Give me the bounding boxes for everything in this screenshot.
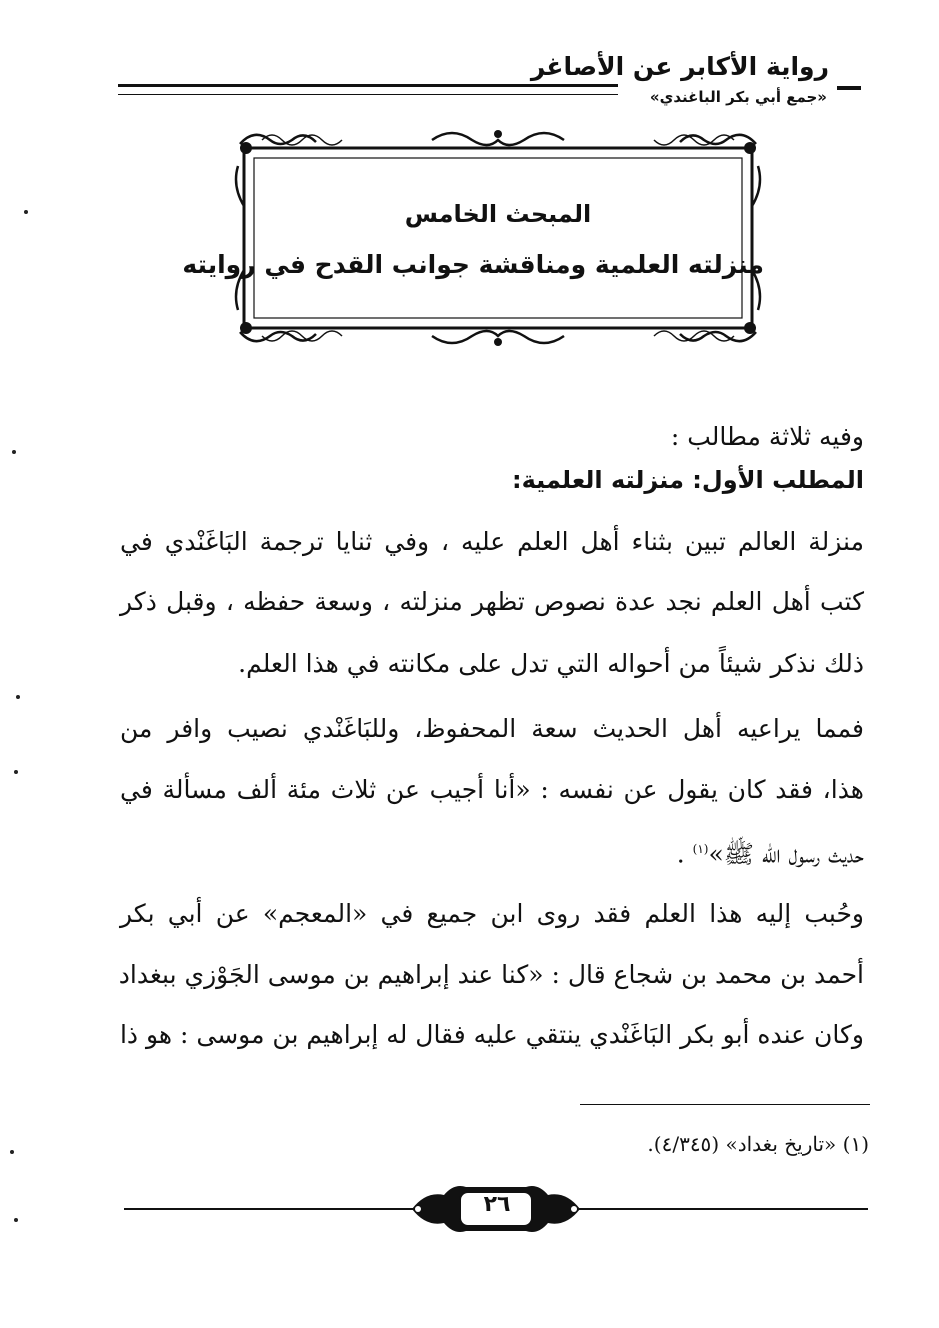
footnote-rule [580, 1104, 870, 1105]
margin-mark [16, 695, 20, 699]
body-line-7: هذا، فقد كان يقول عن نفسه : «أنا أجيب عن ثلاث مئة ألف مسألة في [120, 775, 864, 804]
body-line-11: وكان عنده أبو بكر البَاغَنْدي ينتقي عليه فقال له إبراهيم بن موسى : هو ذا [119, 1020, 864, 1049]
footnote: (١) «تاريخ بغداد» (٤/٣٤٥). [647, 1132, 869, 1156]
running-header-title: رواية الأكابر عن الأصاغر [530, 52, 829, 81]
body-line-10: أحمد بن محمد بن شجاع قال : «كنا عند إبراهيم بن موسى الجَوْزي ببغداد [118, 960, 864, 989]
body-line-9: وحُبب إليه هذا العلم فقد روى ابن جميع في «المعجم» عن أبي بكر [120, 899, 864, 928]
page-number: ٢٦ [483, 1192, 511, 1217]
body-line-1: وفيه ثلاثة مطالب : [670, 422, 864, 451]
margin-mark [14, 1218, 18, 1222]
body-line-6: فمما يراعيه أهل الحديث سعة المحفوظ، وللبَاغَنْدي نصيب وافر من [120, 714, 864, 743]
header-rule [118, 84, 618, 95]
chapter-title: المبحث الخامس [404, 200, 592, 228]
margin-mark [14, 770, 18, 774]
body-line-8-end: . [676, 839, 693, 869]
margin-mark [24, 210, 28, 214]
chapter-subtitle: منزلته العلمية ومناقشة جوانب القدح في روايته [182, 250, 764, 279]
body-line-3: منزلة العالم تبين بثناء أهل العلم عليه ، وفي ثنايا ترجمة البَاغَنْدي في [120, 527, 864, 556]
footnote-reference: (١) [692, 842, 709, 856]
body-line-4: كتب أهل العلم نجد عدة نصوص تظهر منزلته ، وسعة حفظه ، وقبل ذكر [120, 587, 864, 616]
body-line-5: ذلك نذكر شيئاً من أحواله التي تدل على مكانته في هذا العلم. [238, 649, 864, 678]
footer-rule-right [578, 1208, 868, 1210]
footer-rule-left [124, 1208, 414, 1210]
body-line-8-text: حديث رسول الله ﷺ» [708, 839, 864, 869]
margin-mark [12, 450, 16, 454]
header-dash [837, 86, 861, 90]
margin-mark [10, 1150, 14, 1154]
body-line-8 [677, 832, 864, 871]
ornamental-frame [182, 126, 764, 350]
section-heading: المطلب الأول: منزلته العلمية: [512, 466, 864, 494]
running-header-subtitle: «جمع أبي بكر الباغندي» [649, 88, 827, 106]
